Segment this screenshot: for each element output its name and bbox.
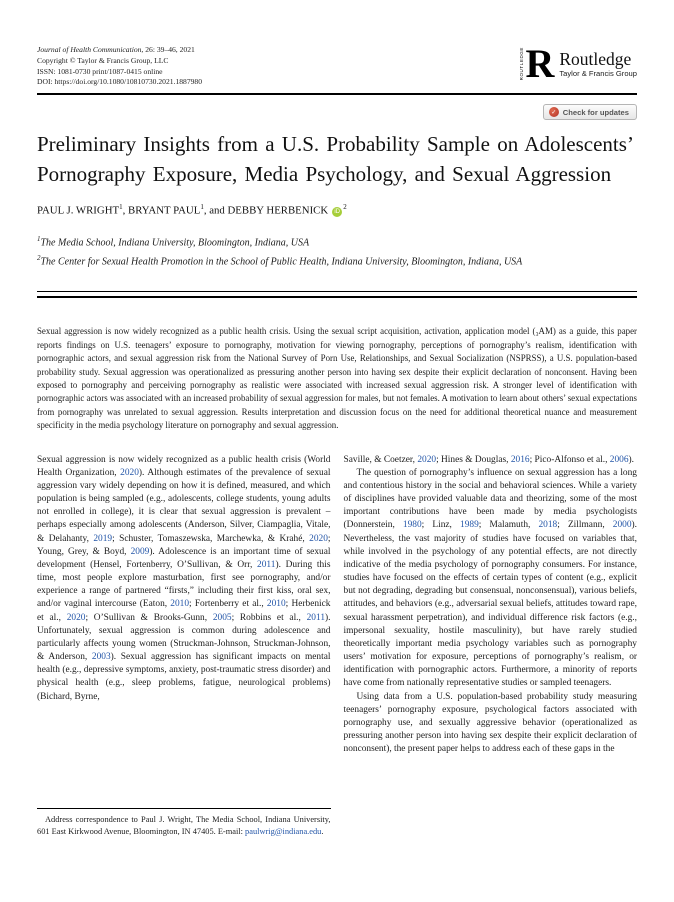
text-run: ). During this time, most people explore masturbation, first see pornography, and/or experience a range of partnered “firsts,” including their first kiss, oral sex, and/or vaginal intercourse (Eaton, [37, 559, 331, 610]
citation-link[interactable]: 2000 [612, 520, 632, 531]
body-paragraph [37, 454, 331, 704]
author-name: PAUL J. WRIGHT [37, 204, 120, 217]
abstract-divider [37, 291, 637, 298]
text-run: ; O’Sullivan & Brooks-Gunn, [85, 612, 213, 623]
text-run: ; Young, Grey, & Boyd, [37, 533, 331, 557]
right-column [344, 454, 638, 839]
text-run: ; Robbins et al., [231, 612, 307, 623]
orcid-icon[interactable]: iD [332, 207, 342, 217]
journal-citation-line [37, 45, 202, 56]
article-title: Preliminary Insights from a U.S. Probability Sample on Adolescents’ Pornography Exposure, Media Psychology, and Sexual Aggression [37, 132, 633, 186]
copyright-line: Copyright © Taylor & Francis Group, LLC [37, 55, 169, 65]
affiliation-line: $^1$The Media School, Indiana University, Bloomington, Indiana, USA [37, 234, 310, 249]
author-name: DEBBY HERBENICK [227, 204, 329, 217]
column-spacer [37, 704, 331, 808]
journal-info [37, 45, 202, 88]
citation-link[interactable]: 2019 [93, 533, 113, 544]
check-for-updates-badge[interactable] [543, 104, 637, 120]
abstract-rule-thin [37, 291, 637, 292]
text-run: ). [628, 454, 634, 465]
citation-link[interactable]: 2011 [257, 559, 276, 570]
routledge-logo [519, 41, 637, 87]
abstract-text: Sexual aggression is now widely recognized as a public health crisis. Using the sexual script acquisition, activation, application model (₃AM) as a guide, this paper reports findings on U.S. teenagers’ exposure to pornography, motivation for viewing pornography, perceptions of pornography’s realism, identification with pornographic actors, and sexual aggression risk from the National Survey of Porn Use, Relationships, and Sexual Socialization (NSPRSS), a U.S. population-based probability study. Sexual aggression was operationalized as pressuring another person into having sex despite their explicit declaration of nonconsent. Having been exposed to pornography and perceiving pornography as realistic were associated with increased sexual aggression risk. A stronger level of identification with pornographic actors was associated with an increased probability of sexual aggression for males, but not females. A motivation to learn about others’ sexual expectations from pornography was unrelated to sexual aggression. Results interpretation and discussion focus on the need for additional theoretical nuance and measurement specificity in the media psychology literature on pornography and sexual aggression. [37, 326, 637, 431]
text-run: ; Malamuth, [478, 520, 539, 531]
badge-row [37, 104, 637, 120]
issn-line: ISSN: 1081-0730 print/1087-0415 online [37, 66, 163, 76]
text-run: Saville, & Coetzer, [343, 454, 418, 465]
text-run: Using data from a U.S. population-based probability study measuring teenagers’ pornography exposure, psychological factors associated with pornography use, and sexually aggressive behavior (operationalized as pressuring another person into having sex despite their explicit declaration of nonconsent), the present paper helps to address each of these gaps in the [343, 691, 637, 755]
text-run: ; Zillmann, [557, 520, 613, 531]
doi-line: DOI: https://doi.org/10.1080/10810730.2021.1887980 [37, 77, 203, 87]
journal-name: Journal of Health Communication [37, 45, 142, 54]
text-run: ). Unfortunately, sexual aggression is common during adolescence and particularly affects young women (Struckman-Johnson, Struckman-Johnson, & Anderson, [37, 612, 331, 663]
citation-link[interactable]: 2010 [266, 599, 286, 610]
header-rule [37, 93, 637, 95]
text-run: . [321, 827, 324, 837]
left-column [37, 454, 331, 839]
citation-link[interactable]: 1980 [402, 520, 422, 531]
body-paragraph [344, 691, 638, 757]
journal-volume-pages: , 26: 39–46, 2021 [141, 45, 195, 54]
citation-link[interactable]: 2016 [510, 454, 530, 465]
citation-link[interactable]: 2020 [309, 533, 328, 544]
text-run: ; Herbenick et al., [37, 599, 331, 623]
text-run: ). Sexual aggression has significant impacts on mental health (e.g., depressive symptoms, anxiety, post-traumatic stress disorder) and physical health (e.g., sleep problems, fatigue, neurological problems) (Bichard, Byrne, [37, 652, 331, 702]
citation-link[interactable]: 2010 [170, 599, 190, 610]
author-affiliation-superscript: 1 [119, 203, 123, 212]
citation-link[interactable]: 1989 [460, 520, 479, 531]
body-paragraph [344, 467, 638, 691]
affiliations [37, 232, 637, 270]
body-columns [37, 454, 637, 839]
text-run: Address correspondence to Paul J. Wright, The Media School, Indiana University, 601 East Kirkwood Avenue, Bloomington, IN 47405. E-mail: [37, 814, 331, 837]
routledge-monogram-icon: ROUTLEDGE R [519, 41, 555, 87]
author-separator: , [122, 204, 128, 217]
text-run: ). Although estimates of the prevalence of sexual aggression vary widely depending on how it is defined, measured, and which population is being sampled (e.g., adolescents, college students, young adults not enrolled in college), it is clear that sexual aggression is prevalent – perhaps especially among adolescents (Anderson, Silver, Ciampaglia, Vitale, & Delahanty, [37, 467, 331, 544]
text-run: ; Linz, [421, 520, 461, 531]
text-run: ). Nevertheless, the vast majority of studies have focused on variables that, while involved in the psychology of any potential effects, are not directly indicative of the media psychology of pornography consumers. For instance, studies have focused on the effects of certain types of content (e.g., explicit but not degrading, degrading but consensual, nonconsensual), various beliefs, attitudes, and behaviors (e.g., adversarial sexual beliefs, attitudes toward rape, sexual harassment perpetration), and individual difference risk factors (e.g., impersonal sexuality, hostile masculinity), but have rarely studied theoretically important media psychology variables such as pornography users’ motivation for exposure, perceptions of pornography’s realism, or identification with pornographic actors. Furthermore, a minority of reports have come from nationally representative studies or sampled teenagers. [343, 520, 637, 689]
publisher-name: Routledge [559, 48, 632, 69]
citation-link[interactable]: 2011 [306, 612, 326, 623]
correspondence-footnote [37, 814, 331, 839]
author-affiliation-superscript: 1 [200, 203, 204, 212]
text-run: ; Pico-Alfonso et al., [529, 454, 610, 465]
text-run: ; Hines & Douglas, [436, 454, 511, 465]
crossmark-icon: ✓ [549, 107, 559, 117]
text-run: ). Adolescence is an important time of sexual development (Hensel, Fortenberry, O’Sullivan, & Orr, [37, 546, 331, 570]
text-run: ; Schuster, Tomaszewska, Marchewka, & Krahé, [112, 533, 310, 544]
citation-link[interactable]: 2020 [417, 454, 437, 465]
author-affiliation-superscript: 2 [343, 203, 347, 212]
text-run: Sexual aggression is now widely recognized as a public health crisis (World Health Organization, [37, 454, 331, 478]
citation-link[interactable]: 2006 [609, 454, 629, 465]
text-run: ; Fortenberry et al., [189, 599, 267, 610]
citation-link[interactable]: 2018 [538, 520, 558, 531]
citation-link[interactable]: 2009 [130, 546, 150, 557]
affiliation-line: $^2$The Center for Sexual Health Promotion in the School of Public Health, Indiana University, Bloomington, Indiana, USA [37, 253, 523, 267]
text-run: The question of pornography’s influence on sexual aggression has a long and contentious history in the social and behavioral sciences. While a variety of disciplines have provided valuable data and theorizing, some of the most important contributions have been made by media psychologists (Donnerstein, [343, 467, 637, 531]
citation-link[interactable]: 2005 [212, 612, 232, 623]
check-for-updates-label: Check for updates [562, 107, 629, 117]
abstract-rule-thick [37, 296, 637, 298]
email-link[interactable]: paulwrig@indiana.edu [245, 827, 322, 837]
author-separator: , and [203, 204, 228, 217]
author-name: BRYANT PAUL [128, 204, 201, 217]
masthead [37, 41, 637, 88]
citation-link[interactable]: 2003 [91, 652, 111, 663]
citation-link[interactable]: 2020 [120, 467, 139, 478]
publisher-group: Taylor & Francis Group [559, 68, 637, 78]
footnote-rule [37, 808, 331, 809]
citation-link[interactable]: 2020 [66, 612, 86, 623]
publisher-wordmark [559, 50, 637, 78]
author-line [37, 203, 637, 217]
body-paragraph [344, 454, 638, 467]
